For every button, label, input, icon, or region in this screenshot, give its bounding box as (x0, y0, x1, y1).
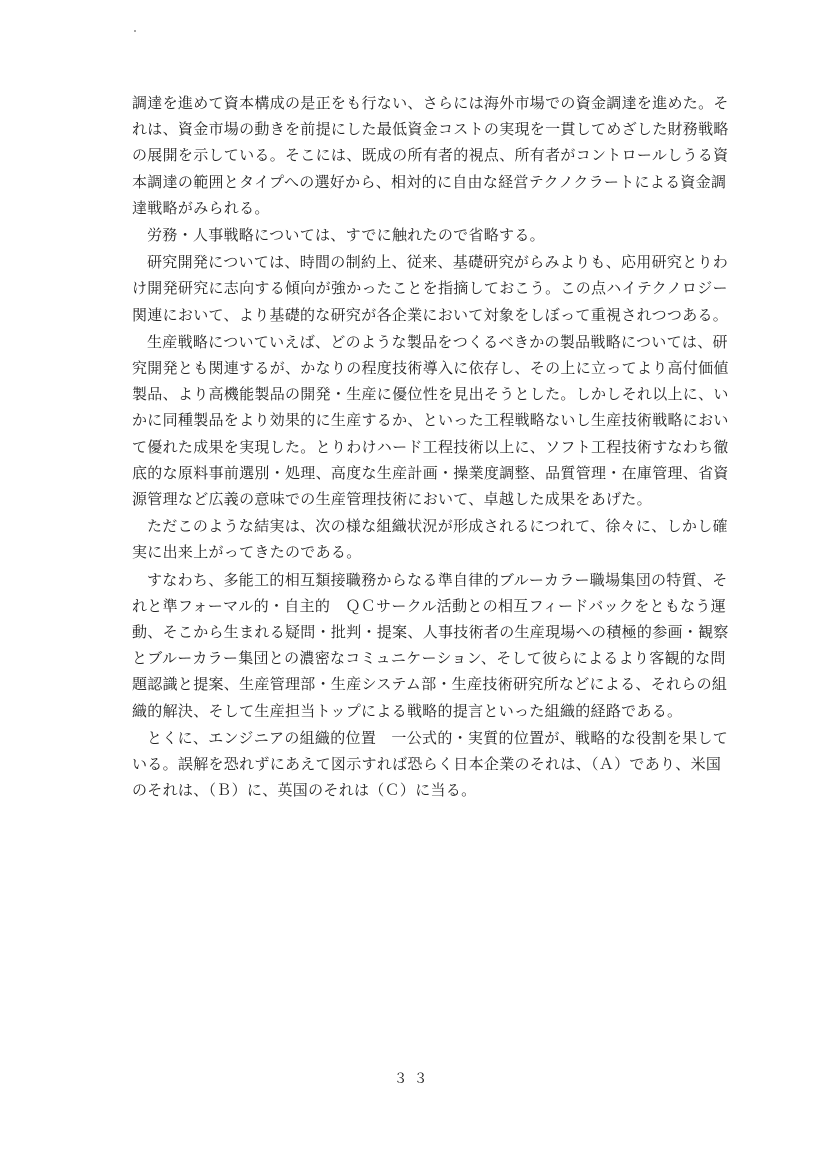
page-number: ３３ (393, 1071, 434, 1087)
scan-speck (134, 30, 136, 32)
paragraph-production-strategy: 生産戦略についていえば、どのような製品をつくるべきかの製品戦略については、研究開発とも関連するが、かなりの程度技術導入に依存し、その上に立ってより高付価値製品、より高機能製品の開発・生産に優位性を見出そうとした。しかしそれ以上に、いかに同種製品をより効果的に生産するか、といった工程戦略ないし生産技術戦略において優れた成果を実現した。とりわけハード工程技術以上に、ソフト工程技術すなわち徹底的な原料事前選別・処理、高度な生産計画・操業度調整、品質管理・在庫管理、省資源管理など広義の意味での生産管理技術において、卓越した成果をあげた。 (132, 332, 729, 509)
body-text (132, 90, 732, 803)
paragraph-organizational-path: すなわち、多能工的相互類接職務からなる準自律的ブルーカラー職場集団の特質、それと準フォーマル的・自主的 ＱＣサークル活動との相互フィードバックをともなう運動、そこから生まれる疑問・批判・提案、人事技術者の生産現場への積極的参画・観察とブルーカラー集団との濃密なコミュニケーション、そして彼らによるより客観的な問題認識と提案、生産管理部・生産システム部・生産技術研究所などによる、それらの組織的解決、そして生産担当トップによる戦略的提言といった組織的経路である。 (132, 570, 729, 720)
paragraph-research-development: 研究開発については、時間の制約上、従来、基礎研究がらみよりも、応用研究とりわけ開発研究に志向する傾向が強かったことを指摘しておこう。この点ハイテクノロジー関連において、より基礎的な研究が各企業において対象をしぼって重視されつつある。 (132, 253, 729, 324)
paragraph-organizational-result: ただこのような結実は、次の様な組織状況が形成されるにつれて、徐々に、しかし確実に出来上がってきたのである。 (132, 517, 728, 562)
paragraph-engineer-position: とくに、エンジニアの組織的位置 一公式的・実質的位置が、戦略的な役割を果している。誤解を恐れずにあえて図示すれば恐らく日本企業のそれは、（Ａ）であり、米国のそれは、（Ｂ）に、英国のそれは（Ｃ）に当る。 (132, 728, 729, 800)
paragraph-finance-strategy: 調達を進めて資本構成の是正をも行ない、さらには海外市場での資金調達を進めた。それは、資金市場の動きを前提にした最低資金コストの実現を一貫してめざした財務戦略の展開を示している。そこには、既成の所有者的視点、所有者がコントロールしうる資本調達の範囲とタイプへの選好から、相対的に自由な経営テクノクラートによる資金調達戦略がみられる。 (132, 94, 729, 217)
paragraph-labor-strategy: 労務・人事戦略については、すでに触れたので省略する。 (147, 226, 545, 245)
